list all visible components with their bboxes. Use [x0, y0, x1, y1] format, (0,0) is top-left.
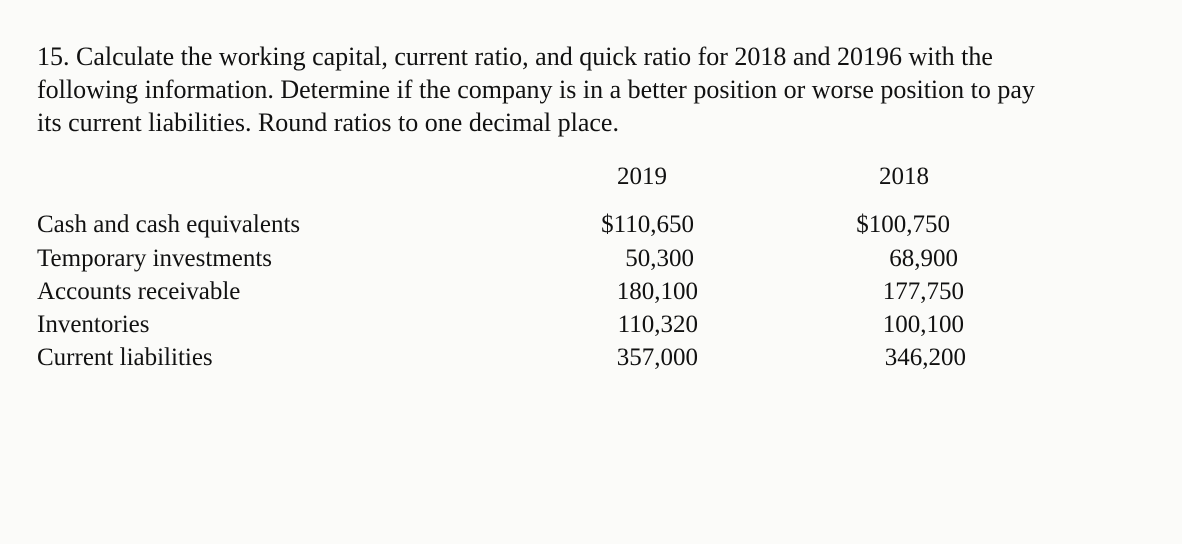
current-liabilities-2019-value: 357,000	[616, 344, 698, 371]
accounts-receivable-2019-value: 180,100	[616, 278, 698, 305]
row-label-current-liabilities: Current liabilities	[37, 344, 213, 371]
cash-2018-value: $100,750	[856, 211, 950, 238]
question-line-1: 15. Calculate the working capital, current ratio, and quick ratio for 2018 and 20196 with the	[37, 42, 993, 71]
inventories-2019-value: 110,320	[617, 311, 698, 338]
row-label-inventories: Inventories	[37, 311, 150, 338]
row-label-temporary-investments: Temporary investments	[37, 245, 272, 272]
column-header-2018: 2018	[879, 163, 929, 190]
temporary-investments-2019-value: 50,300	[625, 245, 694, 272]
accounts-receivable-2018-value: 177,750	[882, 278, 964, 305]
temporary-investments-2018-value: 68,900	[889, 245, 958, 272]
column-header-2019: 2019	[617, 163, 667, 190]
current-liabilities-2018-value: 346,200	[884, 344, 966, 371]
question-line-2: following information. Determine if the company is in a better position or worse position to pay	[37, 75, 1035, 104]
row-label-cash: Cash and cash equivalents	[37, 211, 301, 238]
question-text	[37, 40, 1137, 139]
question-line-3: its current liabilities. Round ratios to one decimal place.	[37, 108, 619, 137]
cash-2019-value: $110,650	[601, 211, 694, 238]
inventories-2018-value: 100,100	[882, 311, 964, 338]
row-label-accounts-receivable: Accounts receivable	[37, 278, 241, 305]
